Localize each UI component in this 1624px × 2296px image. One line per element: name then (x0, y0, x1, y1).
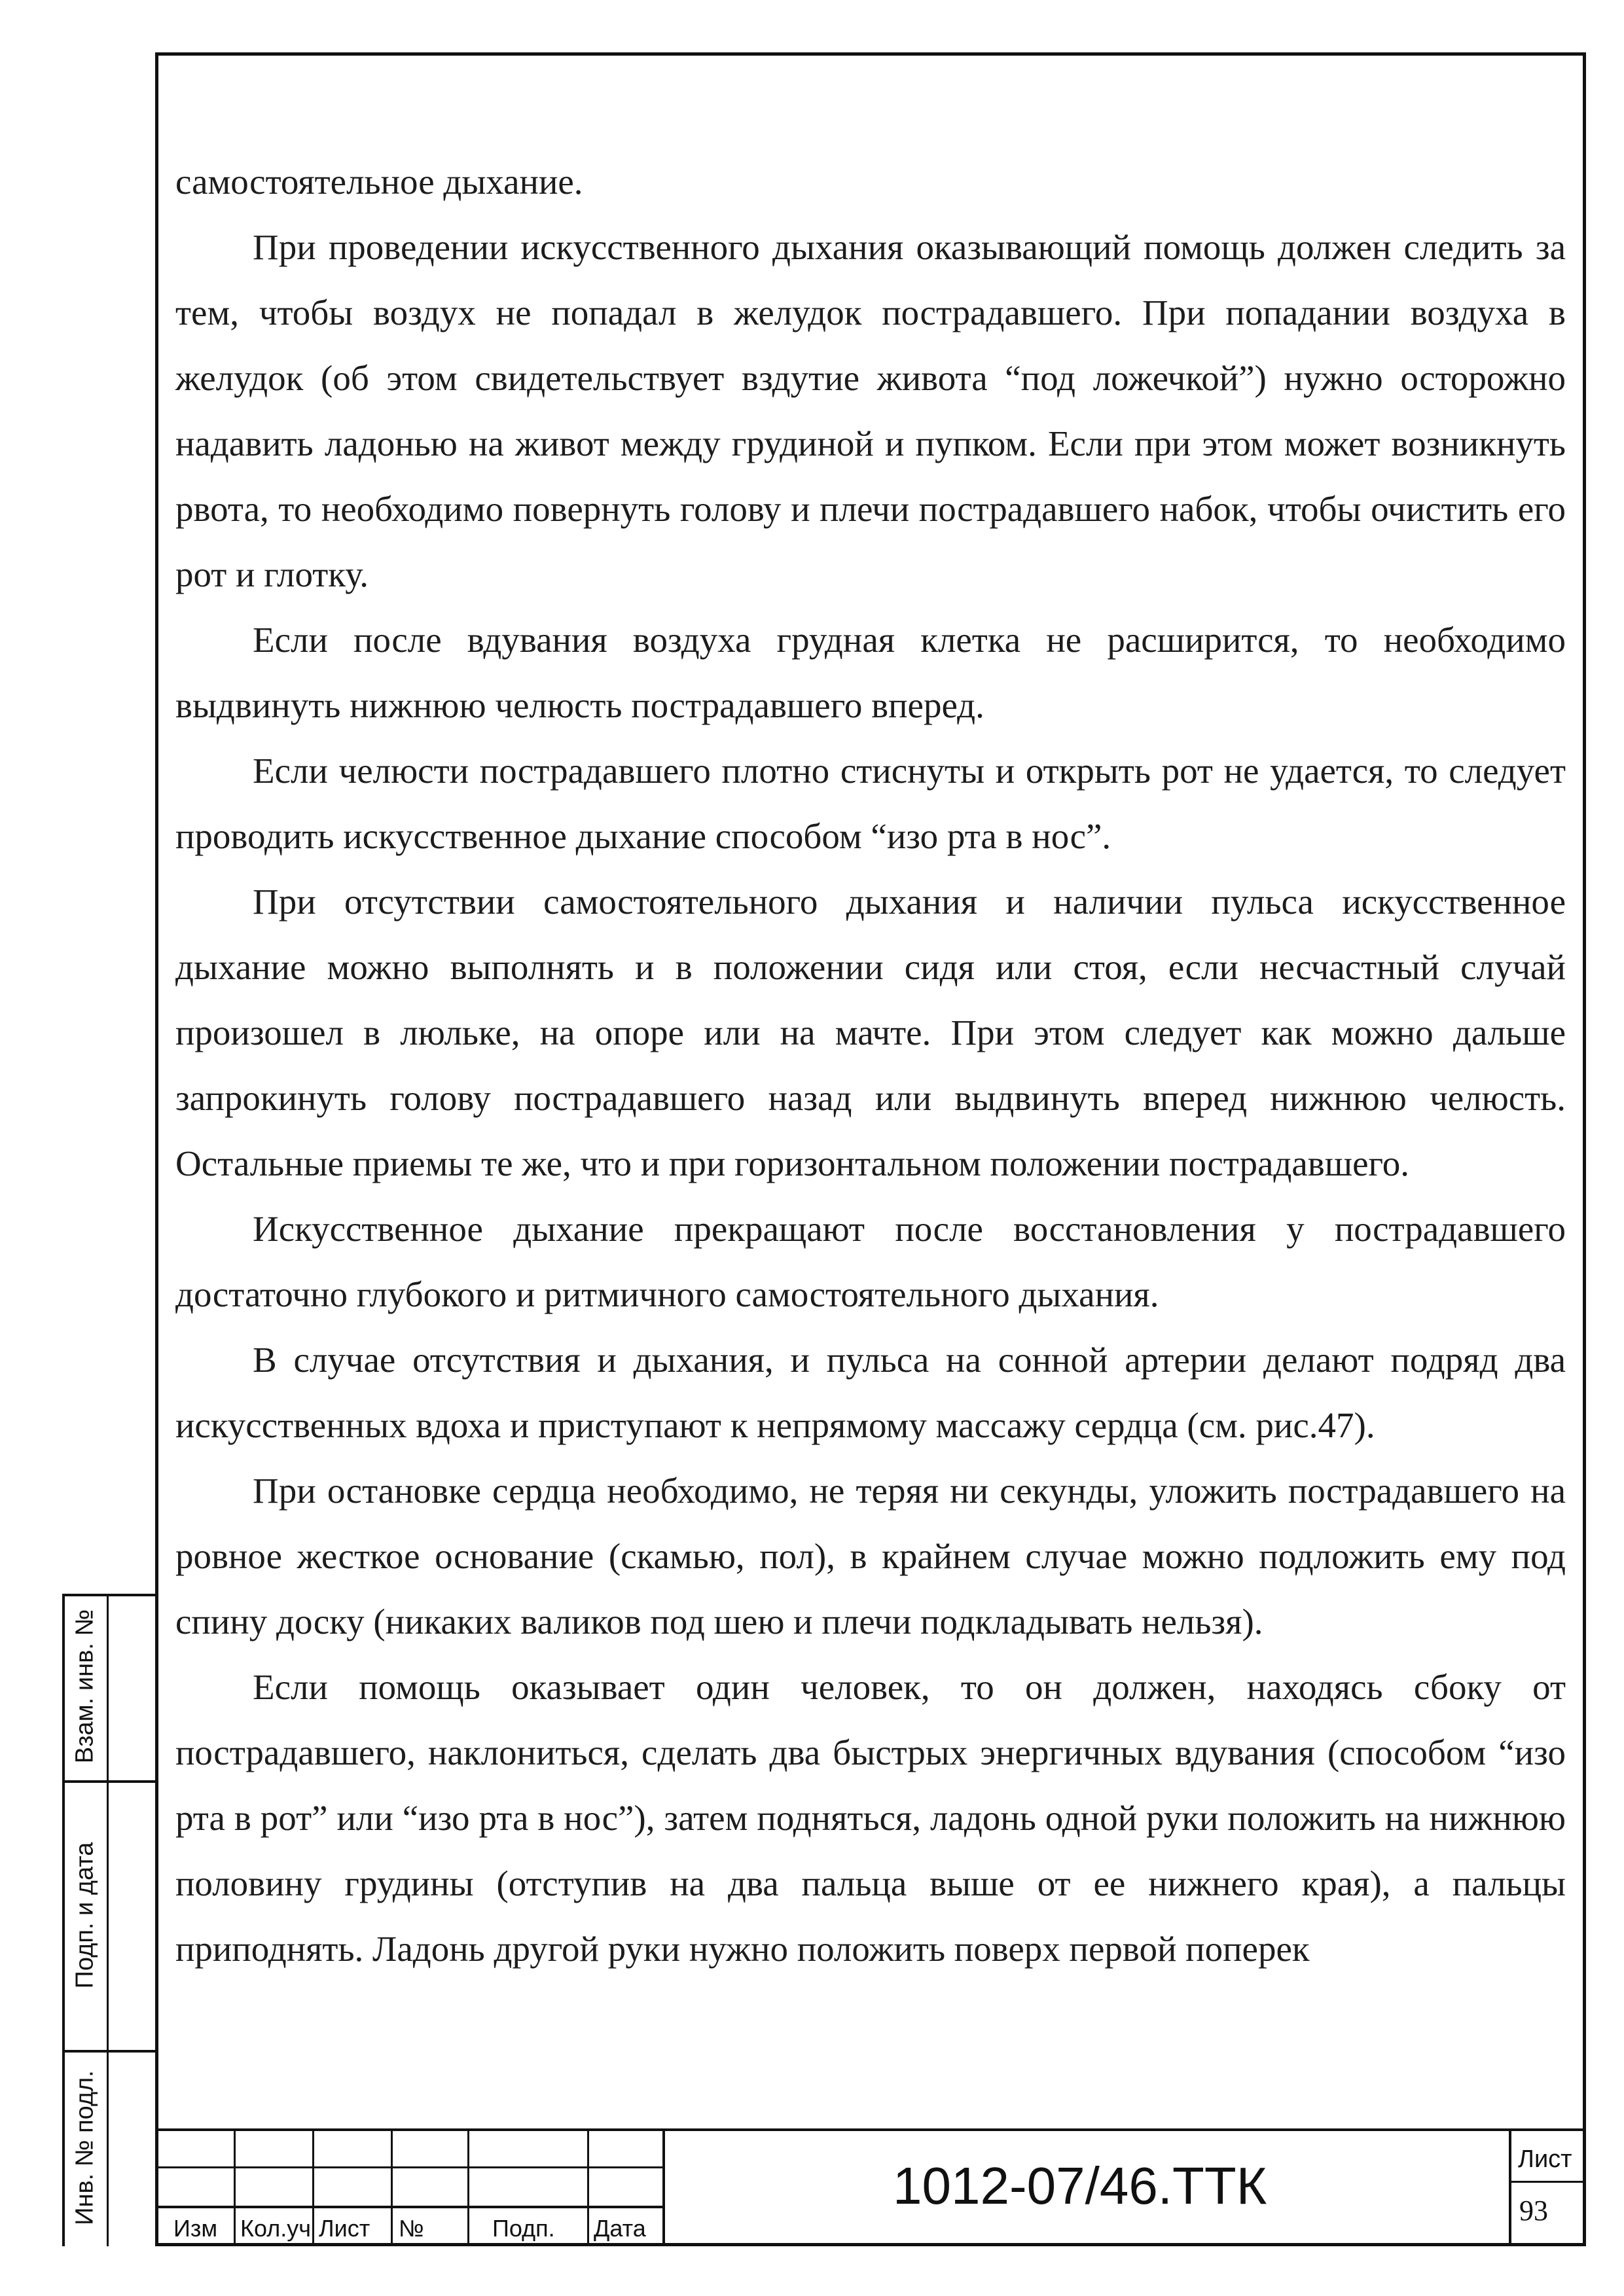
document-code: 1012-07/46.ТТК (893, 2157, 1267, 2215)
col-list-label: Лист (319, 2215, 370, 2242)
paragraph: Если челюсти пострадавшего плотно стиснуты и открыть рот не удается, то следует проводить искусственное дыхание способом “изо рта в нос”. (175, 751, 1566, 856)
inv-podl-label: Инв. № подл. (71, 2070, 99, 2225)
paragraph: При проведении искусственного дыхания оказывающий помощь должен следить за тем, чтобы воздух не попадал в желудок пострадавшего. При попадании воздуха в желудок (об этом свидетельствует вздутие живота “под ложечкой”) нужно осторожно надавить ладонью на живот между грудиной и пупком. Если при этом может возникнуть рвота, то необходимо повернуть голову и плечи пострадавшего набок, чтобы очистить его рот и глотку. (175, 227, 1566, 594)
col-kolvo-label: Кол.уч (240, 2215, 311, 2242)
paragraph: В случае отсутствия и дыхания, и пульса на сонной артерии делают подряд два искусственных вдоха и приступают к непрямому массажу сердца (см. рис.47). (175, 1340, 1566, 1445)
sheet-number: 93 (1519, 2195, 1548, 2227)
paragraph: При отсутствии самостоятельного дыхания и наличии пульса искусственное дыхание можно выполнять и в положении сидя или стоя, если несчастный случай произошел в люльке, на опоре или на мачте. При этом следует как можно дальше запрокинуть голову пострадавшего назад или выдвинуть вперед нижнюю челюсть. Остальные приемы те же, что и при горизонтальном положении пострадавшего. (175, 882, 1566, 1183)
side-stamp (62, 1594, 155, 2246)
col-num-label: № (399, 2215, 424, 2242)
paragraph: При остановке сердца необходимо, не теряя ни секунды, уложить пострадавшего на ровное жесткое основание (скамью, пол), в крайнем случае можно подложить ему под спину доску (никаких валиков под шею и плечи подкладывать нельзя). (175, 1471, 1566, 1641)
vzam-inv-label: Взам. инв. № (71, 1609, 99, 1764)
paragraph: Если после вдувания воздуха грудная клетка не расширится, то необходимо выдвинуть нижнюю челюсть пострадавшего вперед. (175, 620, 1566, 725)
title-block (155, 2128, 1586, 2246)
paragraph: Если помощь оказывает один человек, то он должен, находясь сбоку от пострадавшего, наклониться, сделать два быстрых энергичных вдувания (способом “изо рта в рот” или “изо рта в нос”), затем подняться, ладонь одной руки положить на нижнюю половину грудины (отступив на два пальца выше от ее нижнего края), а пальцы приподнять. Ладонь другой руки нужно положить поверх первой поперек (175, 1667, 1566, 1969)
body-text (175, 149, 1566, 1982)
col-izm-label: Изм (173, 2215, 218, 2242)
sheet-label: Лист (1518, 2145, 1572, 2173)
paragraph: самостоятельное дыхание. (175, 162, 583, 202)
col-podp-label: Подп. (492, 2215, 555, 2242)
podp-data-label: Подп. и дата (71, 1842, 99, 1989)
col-data-label: Дата (594, 2215, 646, 2242)
paragraph: Искусственное дыхание прекращают после восстановления у пострадавшего достаточно глубокого и ритмичного самостоятельного дыхания. (175, 1209, 1566, 1314)
